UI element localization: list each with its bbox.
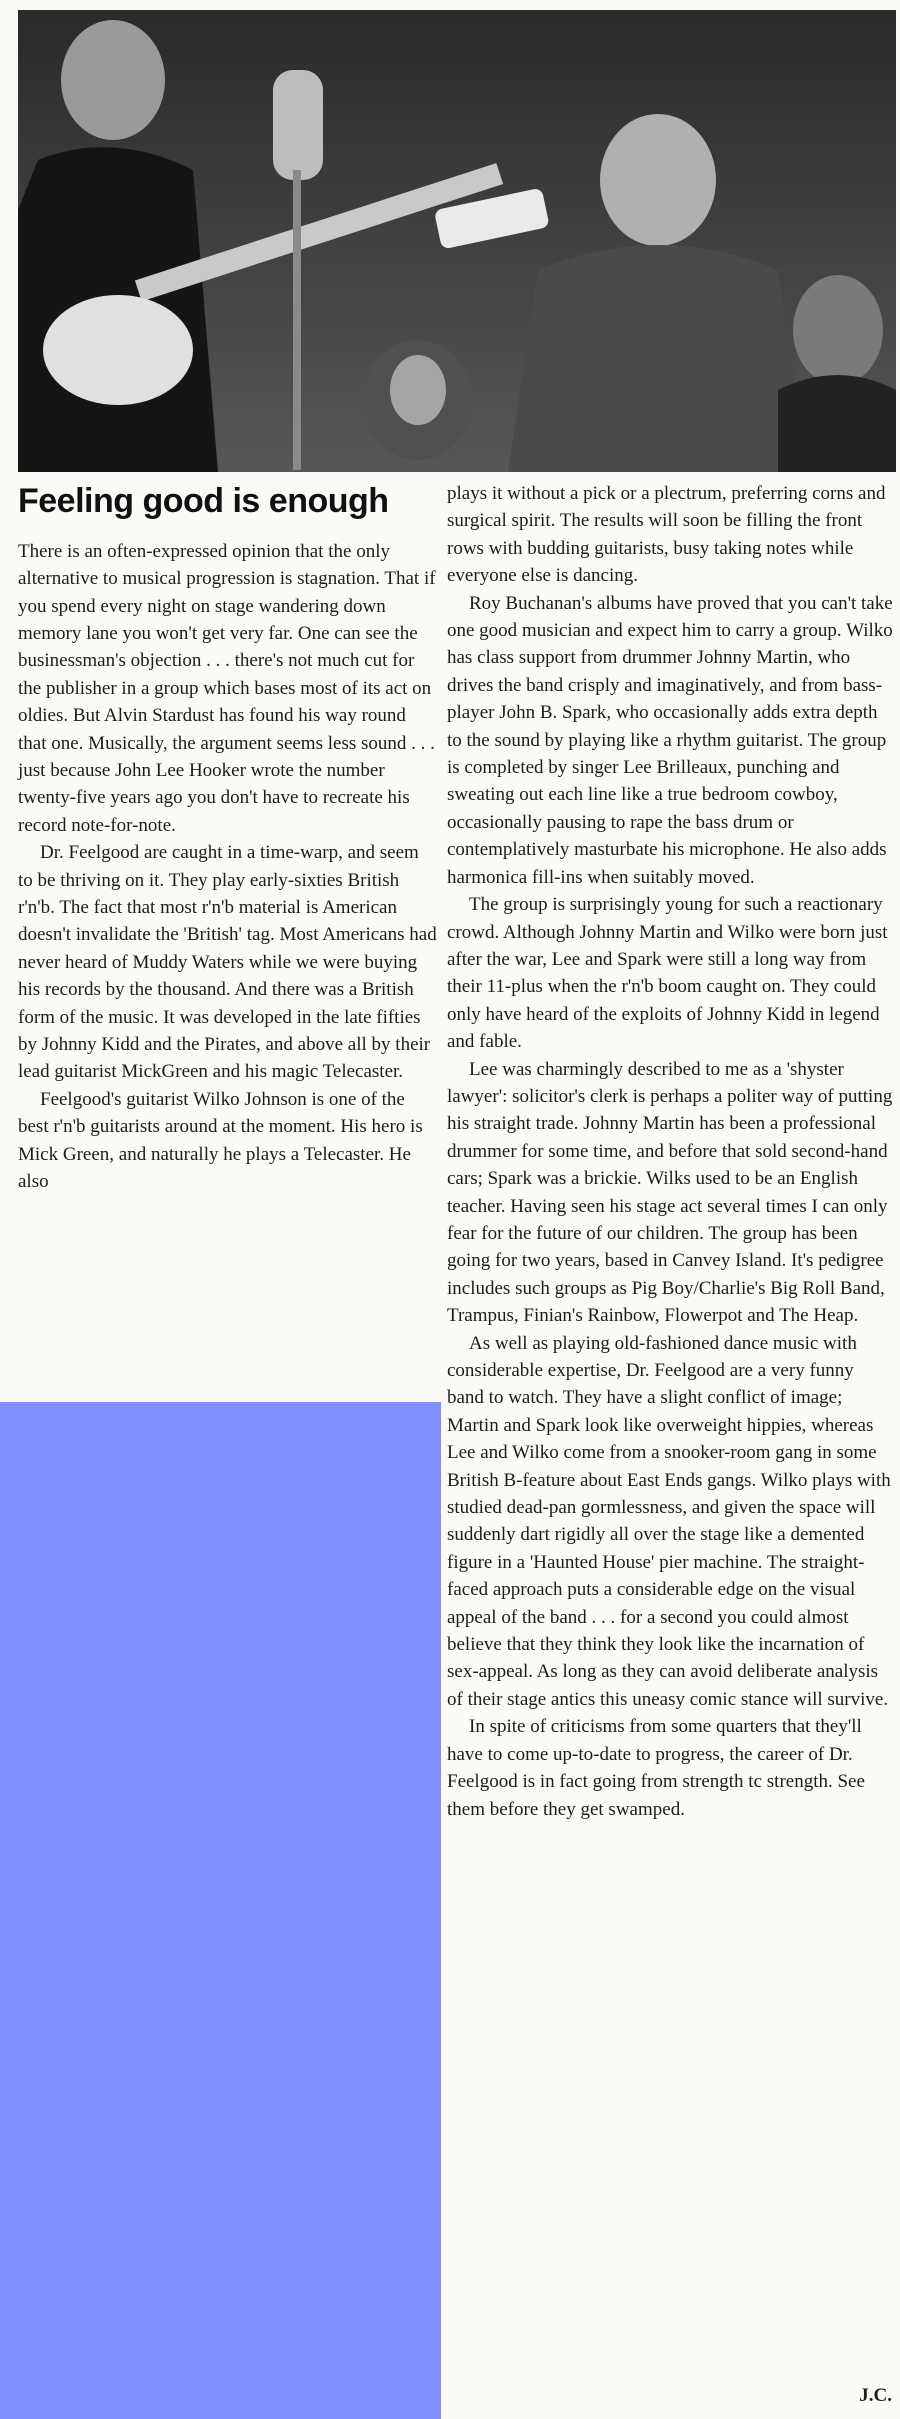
article-left-column [18, 480, 438, 1195]
article-paragraph: plays it without a pick or a plectrum, preferring corns and surgical spirit. The results will soon be filling the front rows with budding guitarists, busy taking notes while everyone else is dancing. [447, 483, 886, 587]
blank-panel [0, 1402, 441, 2419]
article-right-column [447, 480, 895, 1823]
article-paragraph: Dr. Feelgood are caught in a time-warp, and seem to be thriving on it. They play early-sixties British r'n'b. The fact that most r'n'b material is American doesn't invalidate the 'British' tag. Most Americans had never heard of Muddy Waters while we were buying his records by the thousand. And there was a British form of the music. It was developed in the late fifties by Johnny Kidd and the Pirates, and above all by their lead guitarist MickGreen and his magic Telecaster. [18, 842, 437, 1083]
band-photo [18, 10, 896, 472]
article-paragraph: The group is surprisingly young for such a reactionary crowd. Although Johnny Martin and Wilko were born just after the war, Lee and Spark were still a long way from their 11-plus when the r'n'b boom caught on. They could only have heard of the exploits of Johnny Kidd in legend and fable. [447, 894, 888, 1053]
article-paragraph: Lee was charmingly described to me as a 'shyster lawyer': solicitor's clerk is perhaps a politer way of putting his straight trade. Johnny Martin has been a professional drummer for some time, and before that sold second-hand cars; Spark was a brickie. Wilks used to be an English teacher. Having seen his stage act several times I can only fear for the future of our children. The group has been going for two years, based in Canvey Island. It's pedigree includes such groups as Pig Boy/Charlie's Big Roll Band, Trampus, Finian's Rainbow, Flowerpot and The Heap. [447, 1058, 893, 1327]
article-paragraph: Feelgood's guitarist Wilko Johnson is one of the best r'n'b guitarists around at the moment. His hero is Mick Green, and naturally he plays a Telecaster. He also [18, 1088, 423, 1193]
band-photo-illustration [18, 10, 896, 472]
article-paragraph: As well as playing old-fashioned dance music with considerable expertise, Dr. Feelgood are a very funny band to watch. They have a slight conflict of image; Martin and Spark look like overweight hippies, whereas Lee and Wilko come from a snooker-room gang in some British B-feature about East Ends gangs. Wilko plays with studied dead-pan gormlessness, and given the space will suddenly dart rigidly all over the stage like a demented figure in a 'Haunted House' pier machine. The straight-faced approach puts a considerable edge on the visual appeal of the band . . . for a second you could almost believe that they think they look like the incarnation of sex-appeal. As long as they can avoid deliberate analysis of their stage antics this uneasy comic stance will survive. [447, 1332, 891, 1710]
article-paragraph: Roy Buchanan's albums have proved that you can't take one good musician and expect him to carry a group. Wilko has class support from drummer Johnny Martin, who drives the band crisply and imaginatively, and from bass-player John B. Spark, who occasionally adds extra depth to the sound by playing like a rhythm guitarist. The group is completed by singer Lee Brilleaux, punching and sweating out each line like a true bedroom cowboy, occasionally pausing to rape the bass drum or contemplatively masturbate his microphone. He also adds harmonica fill-ins when suitably moved. [447, 592, 893, 888]
article-paragraph: There is an often-expressed opinion that the only alternative to musical progression is stagnation. That if you spend every night on stage wandering down memory lane you won't get very far. One can see the businessman's objection . . . there's not much cut for the publisher in a group which bases most of its act on oldies. But Alvin Stardust has found his way round that one. Musically, the argument seems less sound . . . just because John Lee Hooker wrote the number twenty-five years ago you don't have to recreate his record note-for-note. [18, 540, 436, 836]
article-headline: Feeling good is enough [18, 482, 389, 520]
author-byline: J.C. [859, 2385, 892, 2406]
article-paragraph: In spite of criticisms from some quarters that they'll have to come up-to-date to progress, the career of Dr. Feelgood is in fact going from strength tc strength. See them before they get swamped. [447, 1716, 865, 1820]
